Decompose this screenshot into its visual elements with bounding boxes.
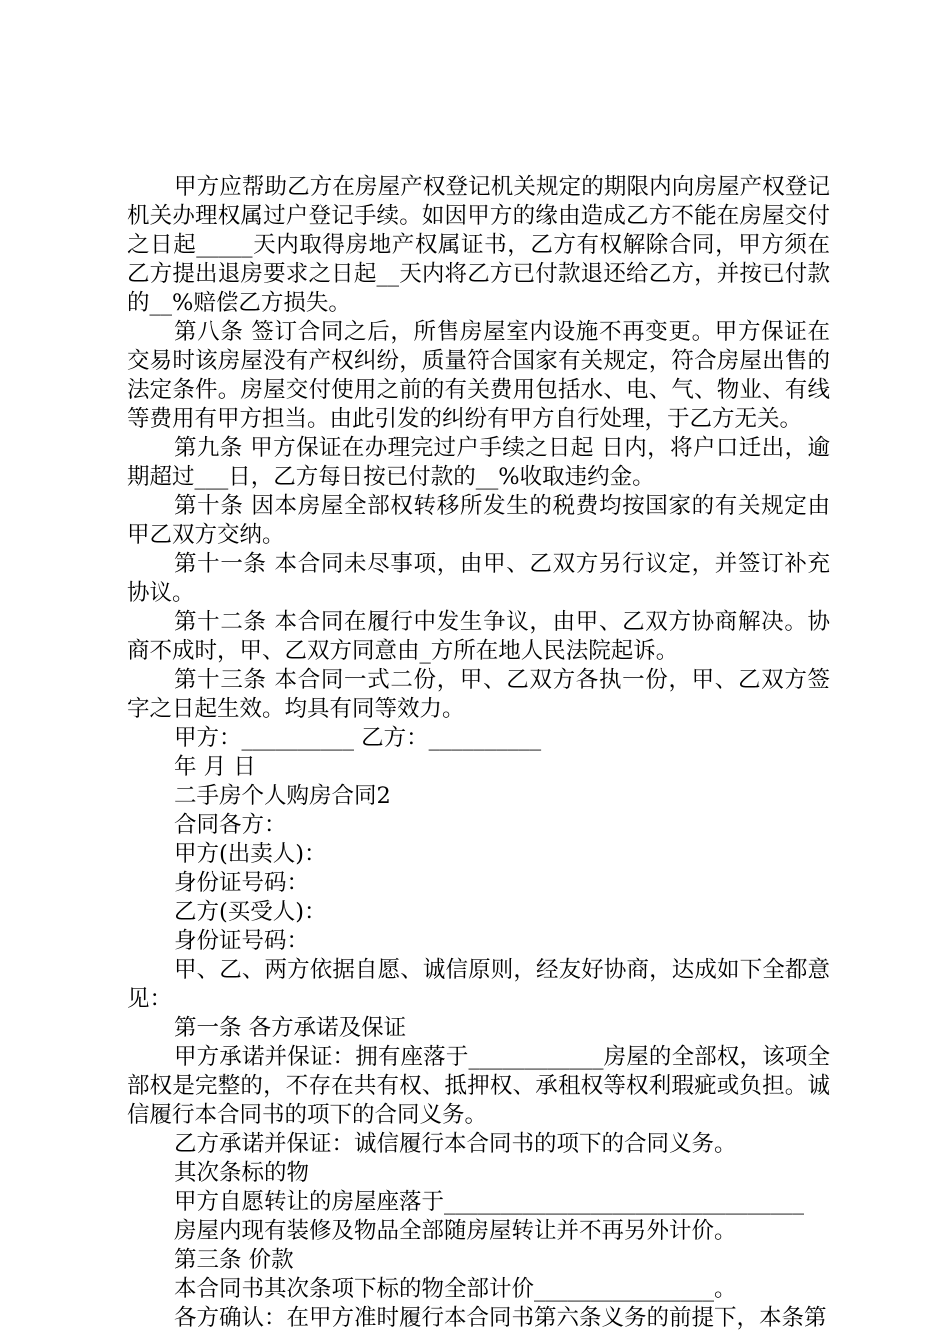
date-line: 年 月 日 [174,754,256,780]
article-1-party-a: 甲方承诺并保证：拥有座落于____________房屋的全部权，该项全部权是完整的，不存在共有权、抵押权、承租权等权利瑕疵或负担。诚信履行本合同书的项下的合同义务。 [127,1044,830,1128]
article-1-party-b: 乙方承诺并保证：诚信履行本合同书的项下的合同义务。 [174,1131,737,1157]
paragraph-article-11: 第十一条 本合同未尽事项，由甲、乙双方另行议定，并签订补充协议。 [127,551,830,606]
paragraph-transfer-registration: 甲方应帮助乙方在房屋产权登记机关规定的期限内向房屋产权登记机关办理权属过户登记手续。如因甲方的缘由造成乙方不能在房屋交付之日起_____天内取得房地产权属证书，乙方有权解除合同，甲方须在乙方提出退房要求之日起__天内将乙方已付款退还给乙方，并按已付款的__%赔偿乙方损失。 [127,174,830,316]
article-3-confirmation: 各方确认：在甲方准时履行本合同书第六条义务的前提下，本条第 [174,1305,827,1331]
party-b-id-label: 身份证号码： [174,928,310,954]
second-contract-title: 二手房个人购房合同2 [174,783,391,809]
paragraph-article-9: 第九条 甲方保证在办理完过户手续之日起 日内，将户口迁出，逾期超过___日，乙方每日按已付款的__%收取违约金。 [127,435,830,490]
paragraph-article-13: 第十三条 本合同一式二份，甲、乙双方各执一份，甲、乙双方签字之日起生效。均具有同等效力。 [127,667,830,722]
paragraph-article-12: 第十二条 本合同在履行中发生争议，由甲、乙双方协商解决。协商不成时，甲、乙双方同意由_方所在地人民法院起诉。 [127,609,830,664]
party-b-label: 乙方(买受人)： [174,899,327,925]
paragraph-article-10: 第十条 因本房屋全部权转移所发生的税费均按国家的有关规定由甲乙双方交纳。 [127,493,830,548]
article-2-decoration: 房屋内现有装修及物品全部随房屋转让并不再另外计价。 [174,1218,737,1244]
parties-label: 合同各方： [174,812,287,838]
article-2-title: 其次条标的物 [174,1160,310,1186]
article-1-title: 第一条 各方承诺及保证 [174,1015,407,1041]
signature-line: 甲方：__________ 乙方：__________ [174,725,542,751]
document-page [127,173,830,1333]
party-a-id-label: 身份证号码： [174,870,310,896]
article-3-title: 第三条 价款 [174,1247,294,1273]
paragraph-article-8: 第八条 签订合同之后，所售房屋室内设施不再变更。甲方保证在交易时该房屋没有产权纠纷，质量符合国家有关规定，符合房屋出售的法定条件。房屋交付使用之前的有关费用包括水、电、气、物业、有线等费用有甲方担当。由此引发的纠纷有甲方自行处理，于乙方无关。 [127,319,830,432]
article-3-price: 本合同书其次条项下标的物全部计价________________。 [174,1276,737,1302]
article-2-location: 甲方自愿转让的房屋座落于________________________________ [174,1189,805,1215]
agreement-intro: 甲、乙、两方依据自愿、诚信原则，经友好协商，达成如下全都意见： [127,957,830,1012]
party-a-label: 甲方(出卖人)： [174,841,327,867]
